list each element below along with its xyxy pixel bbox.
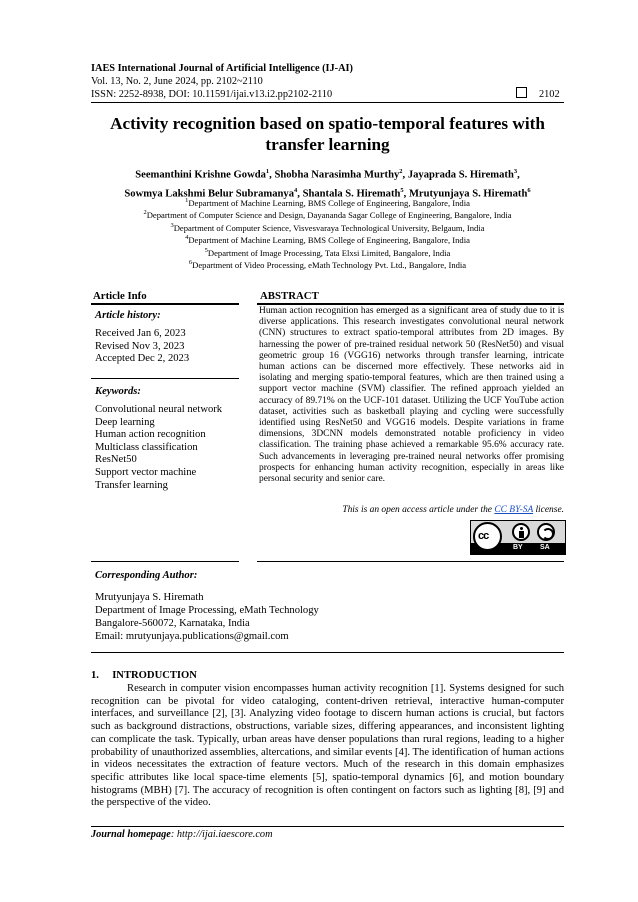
keyword: Transfer learning: [95, 479, 168, 491]
license-link[interactable]: CC BY-SA: [494, 505, 534, 515]
by-attribution-icon: [512, 523, 530, 541]
author: Sowmya Lakshmi Belur Subramanya: [124, 188, 295, 200]
page-number: 2102: [539, 89, 560, 100]
introduction-text: Research in computer vision encompasses human activity recognition [1]. Systems designed for such recognition can be pivotal for video cataloging, content-driven retrieval, interactive human-computer interfaces, and surveillance [2], [3]. Analyzing video footage to discern human actions is crucial, but factors such as background distractions, obstructions, variable sizes, differing appearances, and inconsistent lighting can complicate the task. Typically, urban areas have denser populations than rural regions, leading to a higher probability of unauthorized assemblies, altercations, and similar events [4]. The identification of human actions in videos necessitates the extraction of feature vectors. Much of the research in this domain emphasizes specific attributes like local space-time elements [5], spatio-temporal dynamics [6], and motion boundary histograms (MBH) [7]. The accuracy of recognition is often contingent on factors such as lighting [8], [9] and the perspective of the video.: [91, 683, 564, 809]
author: Shantala S. Hiremath: [302, 188, 401, 200]
corresponding-rule: [91, 652, 564, 653]
homepage-url[interactable]: : http://ijai.iaescore.com: [170, 829, 273, 840]
keywords-list: [95, 404, 222, 492]
author-address: Bangalore-560072, Karnataka, India: [95, 618, 250, 629]
keywords-label: Keywords:: [95, 386, 141, 397]
journal-name: IAES International Journal of Artificial Intelligence (IJ-AI): [91, 63, 353, 74]
badge-by-text: BY: [513, 544, 523, 551]
keyword: Support vector machine: [95, 466, 197, 478]
authors-line-1: Seemanthini Krishne Gowda$^1$, Shobha Narasimha Murthy$^2$, Jayaprada S. Hiremath$^3$,: [135, 168, 520, 181]
affiliation: $^4$Department of Machine Learning, BMS College of Engineering, Bangalore, India: [185, 234, 470, 246]
affiliation: $^6$Department of Video Processing, eMath Technology Pvt. Ltd., Bangalore, India: [188, 259, 467, 271]
history-item: Accepted Dec 2, 2023: [95, 353, 190, 365]
keyword: Convolutional neural network: [95, 404, 223, 415]
paper-title: Activity recognition based on spatio-temporal features with transfer learning: [110, 114, 545, 154]
issn-doi: ISSN: 2252-8938, DOI: 10.11591/ijai.v13.i2.pp2102-2110: [91, 89, 333, 100]
footer-rule: [91, 826, 564, 827]
header-rule: [91, 102, 564, 103]
author: Seemanthini Krishne Gowda: [135, 169, 266, 181]
authors-line-2: Sowmya Lakshmi Belur Subramanya$^4$, Shantala S. Hiremath$^5$, Mrutyunjaya S. Hiremath$^6$: [124, 186, 531, 200]
keyword: Deep learning: [95, 416, 155, 428]
keyword: ResNet50: [95, 454, 137, 466]
affiliation: $^5$Department of Image Processing, Tata Elxsi Limited, Bangalore, India: [204, 246, 451, 258]
abstract-heading: ABSTRACT: [260, 290, 319, 302]
article-info-heading: Article Info: [93, 290, 147, 302]
cc-by-sa-badge[interactable]: [470, 520, 566, 555]
volume-info: Vol. 13, No. 2, June 2024, pp. 2102~2110: [91, 76, 263, 87]
abstract-text: Human action recognition has emerged as a significant area of study due to it is diverse applications. This research investigates convolutional neural network (CNN) structures to extract spatio-temporal attributes from 2D images. By harnessing the power of pre-trained residual network 50 (ResNet50) and visual geometric group 16 (VGG16) networks through transfer learning, intricate human actions can be discerned more effectively. These networks aid in isolating and merging spatio-temporal features, which are then trained using a support vector machine (SVM) classifier. The refined approach yielded an accuracy of 89.71% on the UCF-101 dataset. Utilizing the UCF YouTube action dataset, activities such as basketball playing and cycling were successfully identified using ResNet50 and VGG16 models. Despite variations in frame dimensions, 3DCNN models demonstrated notable proficiency in video classification. The training phase achieved a remarkable 95.6% accuracy rate. Such advancements in leveraging pre-trained neural networks offer promising prospects for enhancing human activity recognition, especially in areas like personal security and senior care.: [259, 306, 564, 485]
article-info-rule: [91, 303, 239, 305]
journal-homepage: Journal homepage: http://ijai.iaescore.com: [91, 829, 273, 840]
cc-logo-icon: cc: [473, 522, 502, 551]
corresponding-author-info: [95, 591, 319, 643]
history-item: Received Jan 6, 2023: [95, 328, 186, 339]
badge-sa-text: SA: [540, 544, 550, 551]
author: Jayaprada S. Hiremath: [407, 169, 514, 181]
page-number-block: [516, 87, 560, 101]
open-access-note: This is an open access article under the CC BY-SA license.: [342, 505, 564, 515]
share-alike-icon: [537, 523, 555, 541]
author: Mrutyunjaya S. Hiremath: [408, 188, 528, 200]
article-history-label: Article history:: [95, 310, 161, 321]
author-department: Department of Image Processing, eMath Technology: [95, 605, 319, 616]
affiliation: $^1$Department of Machine Learning, BMS College of Engineering, Bangalore, India: [185, 197, 470, 208]
keyword: Human action recognition: [95, 429, 206, 441]
affiliations: [91, 196, 564, 271]
history-item: Revised Nov 3, 2023: [95, 340, 185, 352]
corresponding-author-label: Corresponding Author:: [95, 570, 198, 581]
abstract-rule: [257, 303, 564, 305]
section-heading: 1. INTRODUCTION: [91, 670, 197, 681]
affiliation: $^3$Department of Computer Science, Visvesvaraya Technological University, Belgaum, India: [170, 221, 485, 233]
author-email: Email: mrutyunjaya.publications@gmail.com: [95, 631, 289, 642]
history-rule: [91, 378, 239, 379]
author-name: Mrutyunjaya S. Hiremath: [95, 592, 204, 603]
article-history: [95, 328, 189, 366]
abstract-bottom-rule: [257, 561, 564, 562]
affiliation: $^2$Department of Computer Science and Design, Dayananda Sagar College of Engineering, Bangalore, India: [143, 209, 512, 221]
author: Shobha Narasimha Murthy: [274, 169, 400, 181]
keyword: Multiclass classification: [95, 441, 198, 453]
checkbox-icon: [516, 87, 527, 98]
keywords-rule: [91, 561, 239, 562]
